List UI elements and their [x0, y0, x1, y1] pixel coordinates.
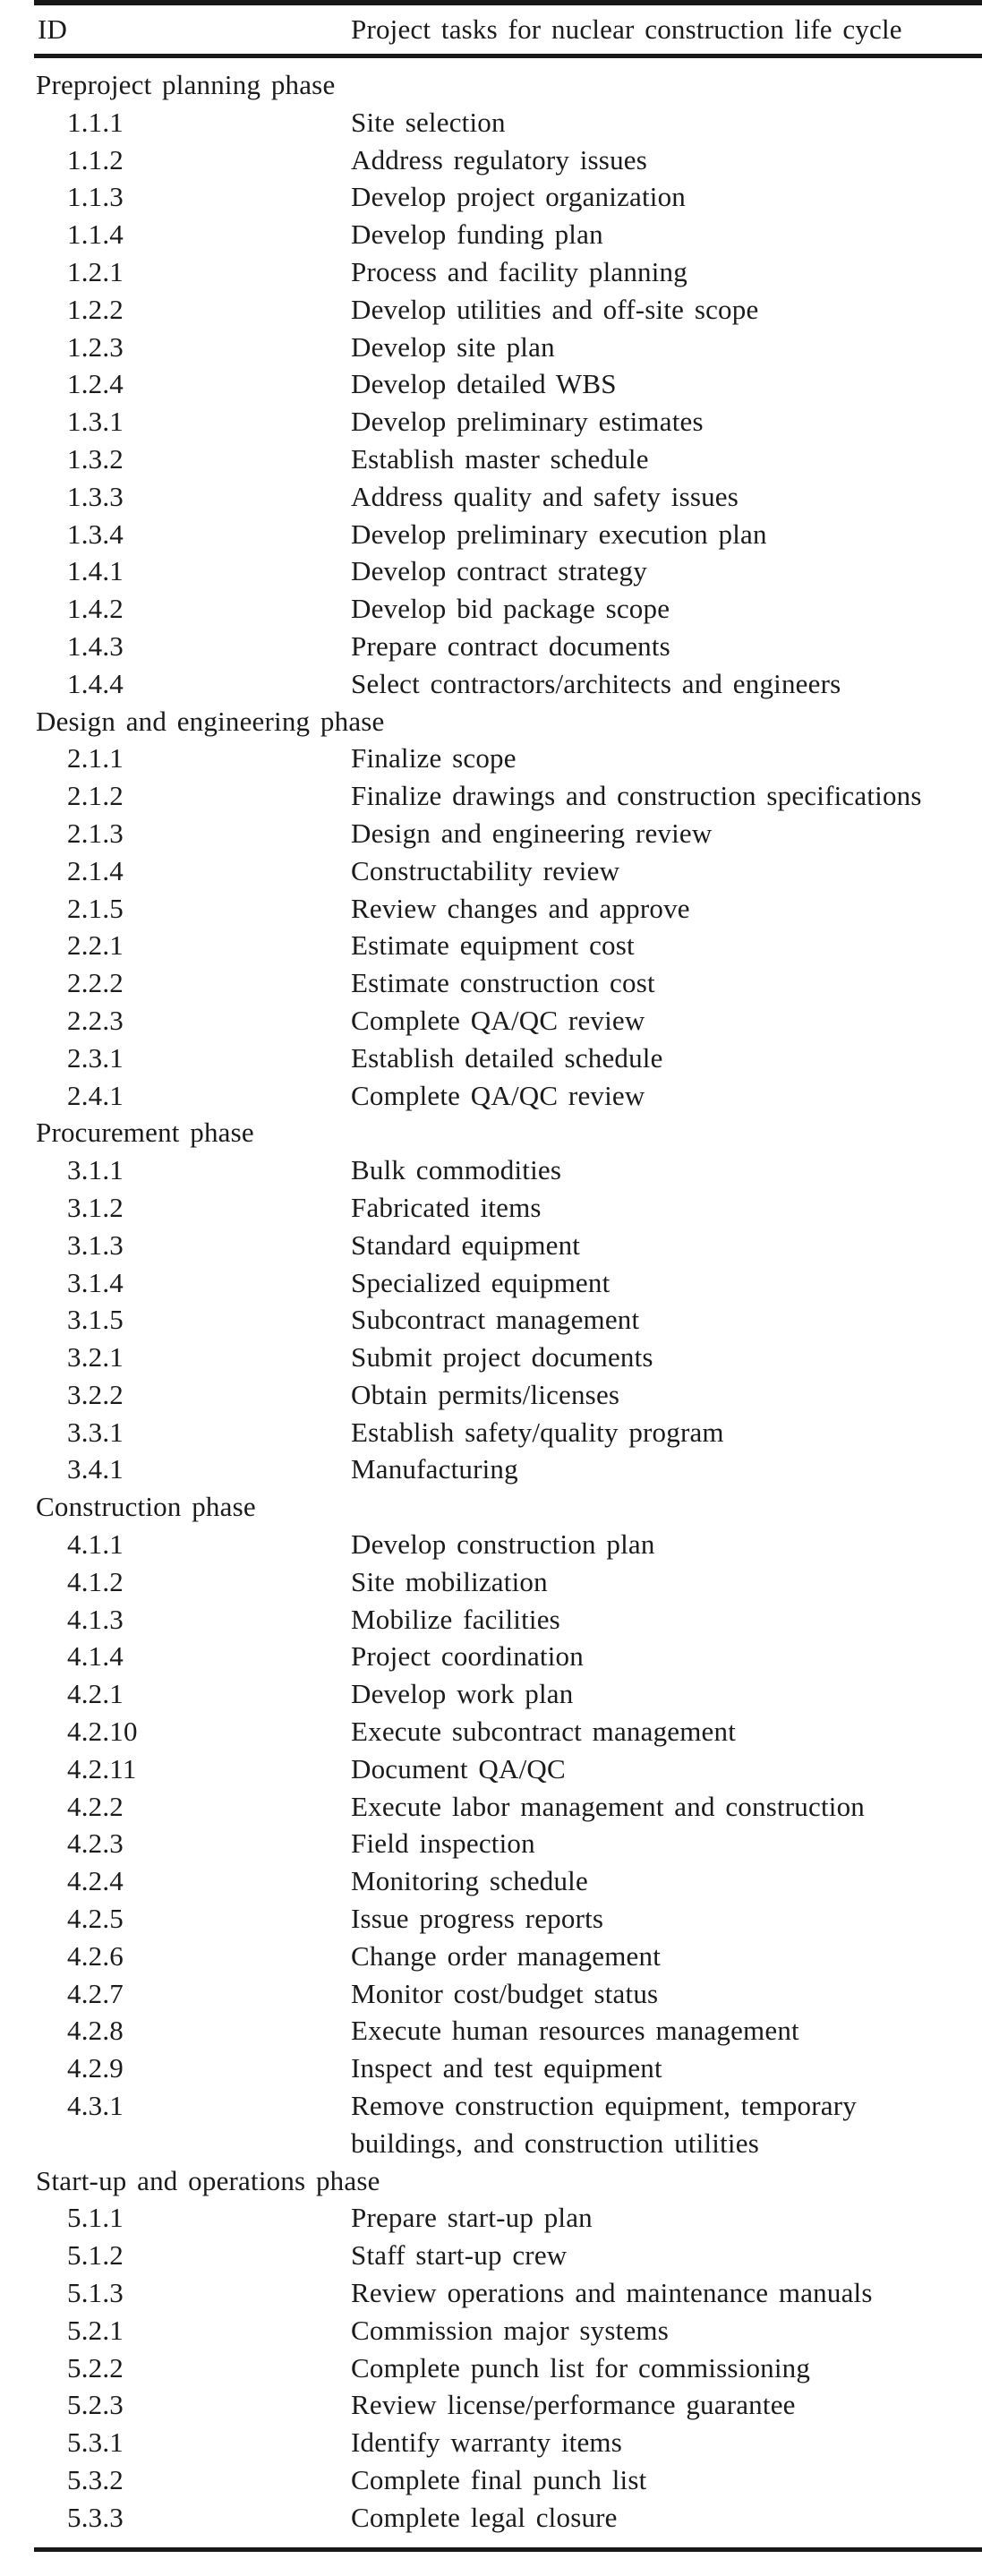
task-id-cell: 3.2.2	[67, 1378, 124, 1410]
task-id-cell: 4.2.1	[67, 1678, 124, 1710]
task-label-line: Develop funding plan	[351, 218, 603, 251]
task-label-line: Execute labor management and construction	[351, 1790, 865, 1822]
task-row	[34, 740, 982, 777]
task-label-line: Develop bid package scope	[351, 593, 670, 625]
task-label-cell	[351, 253, 982, 291]
task-id-cell: 4.2.5	[67, 1903, 124, 1935]
task-label-line: Bulk commodities	[351, 1154, 562, 1186]
task-label-cell	[351, 1526, 982, 1563]
task-label-line: Develop construction plan	[351, 1528, 655, 1561]
task-label-line: Select contractors/architects and engineers	[351, 667, 841, 699]
table-body	[34, 58, 982, 2537]
task-id-cell: 5.2.3	[67, 2389, 124, 2421]
task-label-cell	[351, 2087, 982, 2162]
task-row	[34, 1862, 982, 1900]
task-label-cell	[351, 2274, 982, 2312]
task-id-cell: 1.1.4	[67, 218, 124, 251]
task-label-cell	[351, 178, 982, 216]
task-label-cell	[351, 552, 982, 590]
task-id-cell: 4.2.6	[67, 1939, 124, 1972]
task-row	[34, 2050, 982, 2087]
task-label-cell	[351, 1077, 982, 1115]
task-label-line: Develop project organization	[351, 181, 687, 213]
task-label-line: Establish master schedule	[351, 442, 649, 475]
task-id-cell: 1.4.1	[67, 555, 124, 587]
task-label-cell	[351, 441, 982, 478]
task-row	[34, 964, 982, 1002]
task-label-cell	[351, 665, 982, 703]
task-label-line: Complete legal closure	[351, 2501, 618, 2533]
task-label-line: Remove construction equipment, temporary	[351, 2090, 857, 2122]
task-label-cell	[351, 1376, 982, 1414]
task-label-cell	[351, 964, 982, 1002]
task-row	[34, 1563, 982, 1601]
task-id-cell: 2.1.2	[67, 780, 124, 812]
task-id-cell: 2.4.1	[67, 1079, 124, 1111]
task-row	[34, 2012, 982, 2050]
phase-header-label: Preproject planning phase	[36, 69, 336, 100]
task-label-line: Standard equipment	[351, 1228, 581, 1261]
task-id-cell: 4.2.10	[67, 1716, 138, 1748]
task-row	[34, 403, 982, 441]
task-label-cell	[351, 1040, 982, 1077]
task-row	[34, 2274, 982, 2312]
task-id-cell: 4.2.2	[67, 1790, 124, 1822]
task-row	[34, 1938, 982, 1975]
task-row	[34, 216, 982, 253]
task-label-cell	[351, 516, 982, 553]
task-row	[34, 2424, 982, 2461]
task-id-cell: 4.2.11	[67, 1752, 137, 1784]
task-label-line: Prepare contract documents	[351, 629, 670, 662]
task-label-line: Subcontract management	[351, 1304, 640, 1336]
task-label-line: Develop work plan	[351, 1678, 574, 1710]
task-id-cell: 2.2.3	[67, 1004, 124, 1036]
task-label-line: Commission major systems	[351, 2314, 669, 2346]
task-label-cell	[351, 1638, 982, 1675]
task-label-cell	[351, 1900, 982, 1938]
task-row	[34, 665, 982, 703]
task-label-line: Staff start-up crew	[351, 2239, 568, 2272]
task-id-cell: 5.2.1	[67, 2314, 124, 2346]
task-label-line: Finalize scope	[351, 742, 517, 775]
task-id-cell: 1.2.3	[67, 330, 124, 363]
task-label-cell	[351, 740, 982, 777]
task-label-cell	[351, 365, 982, 403]
task-id-cell: 2.3.1	[67, 1041, 124, 1074]
task-row	[34, 1975, 982, 2013]
task-label-line: Develop preliminary estimates	[351, 406, 704, 438]
task-id-cell: 3.3.1	[67, 1416, 124, 1448]
task-id-cell: 1.1.3	[67, 181, 124, 213]
task-label-cell	[351, 1451, 982, 1488]
task-label-cell	[351, 141, 982, 179]
task-row	[34, 1264, 982, 1302]
task-label-cell	[351, 1563, 982, 1601]
task-id-cell: 3.1.5	[67, 1304, 124, 1336]
task-row	[34, 815, 982, 852]
task-row	[34, 1002, 982, 1040]
task-id-cell: 2.2.2	[67, 967, 124, 999]
task-id-cell: 4.2.3	[67, 1827, 124, 1860]
task-id-cell: 5.3.3	[67, 2501, 124, 2533]
task-row	[34, 1675, 982, 1713]
task-label-line: Execute subcontract management	[351, 1716, 737, 1748]
task-row	[34, 1601, 982, 1639]
table-bottom-rule	[34, 2547, 982, 2552]
task-label-line: Fabricated items	[351, 1191, 542, 1223]
task-label-line: Constructability review	[351, 854, 620, 886]
task-label-line: Address regulatory issues	[351, 143, 647, 175]
task-row	[34, 1189, 982, 1227]
task-row	[34, 1451, 982, 1488]
task-row	[34, 852, 982, 890]
task-id-cell: 1.2.4	[67, 368, 124, 400]
task-id-cell: 4.1.1	[67, 1528, 124, 1561]
task-id-cell: 2.2.1	[67, 929, 124, 962]
phase-header-label: Design and engineering phase	[36, 705, 385, 737]
task-label-cell	[351, 1002, 982, 1040]
task-id-cell: 3.2.1	[67, 1341, 124, 1374]
task-label-line: Establish safety/quality program	[351, 1416, 724, 1448]
task-label-cell	[351, 2012, 982, 2050]
project-tasks-table	[34, 0, 982, 2552]
task-id-cell: 4.1.2	[67, 1565, 124, 1597]
task-label-line: Identify warranty items	[351, 2426, 622, 2459]
phase-header-row	[34, 2162, 982, 2200]
task-label-cell	[351, 2237, 982, 2274]
task-label-line: Submit project documents	[351, 1341, 653, 1374]
task-label-cell	[351, 1189, 982, 1227]
task-label-line: Finalize drawings and construction specifications	[351, 780, 922, 812]
task-row	[34, 927, 982, 964]
task-label-cell	[351, 1675, 982, 1713]
task-row	[34, 1713, 982, 1750]
task-row	[34, 1750, 982, 1788]
task-label-line: Complete QA/QC review	[351, 1079, 645, 1111]
task-label-line: Review operations and maintenance manuals	[351, 2277, 873, 2309]
phase-header-row	[34, 66, 982, 104]
task-label-line: Site selection	[351, 106, 506, 138]
task-label-cell	[351, 291, 982, 329]
task-id-cell: 2.1.5	[67, 892, 124, 924]
task-id-cell: 3.1.3	[67, 1228, 124, 1261]
phase-header-label: Start-up and operations phase	[36, 2164, 380, 2196]
task-label-line: Document QA/QC	[351, 1752, 566, 1784]
task-label-line: Prepare start-up plan	[351, 2202, 593, 2234]
task-label-cell	[351, 590, 982, 628]
task-label-line: Specialized equipment	[351, 1266, 611, 1298]
task-id-cell: 1.2.2	[67, 293, 124, 325]
task-label-cell	[351, 2349, 982, 2387]
task-label-line: Site mobilization	[351, 1565, 548, 1597]
task-label-line: Execute human resources management	[351, 2015, 799, 2047]
task-label-cell	[351, 1151, 982, 1189]
task-row	[34, 253, 982, 291]
task-id-cell: 1.4.2	[67, 593, 124, 625]
task-label-cell	[351, 852, 982, 890]
task-id-cell: 3.1.1	[67, 1154, 124, 1186]
task-label-line: Review license/performance guarantee	[351, 2389, 796, 2421]
task-row	[34, 1825, 982, 1862]
task-row	[34, 1301, 982, 1339]
task-id-cell: 5.1.2	[67, 2239, 124, 2272]
task-id-cell: 5.3.1	[67, 2426, 124, 2459]
task-label-cell	[351, 1750, 982, 1788]
task-label-line: Change order management	[351, 1939, 662, 1972]
task-id-cell: 1.2.1	[67, 255, 124, 287]
task-label-cell	[351, 1339, 982, 1376]
task-id-cell: 1.3.2	[67, 442, 124, 475]
task-label-cell	[351, 2386, 982, 2424]
task-id-cell: 1.1.1	[67, 106, 124, 138]
task-label-line: Design and engineering review	[351, 817, 713, 849]
task-row	[34, 2199, 982, 2237]
task-row	[34, 478, 982, 516]
task-label-cell	[351, 329, 982, 366]
task-label-line: Monitor cost/budget status	[351, 1977, 659, 2009]
task-label-line: Develop preliminary execution plan	[351, 518, 767, 550]
task-label-line: Estimate equipment cost	[351, 929, 635, 962]
task-row	[34, 2349, 982, 2387]
task-id-cell: 5.3.2	[67, 2464, 124, 2495]
task-id-cell: 4.2.4	[67, 1865, 124, 1897]
task-row	[34, 2237, 982, 2274]
task-row	[34, 590, 982, 628]
task-label-line: Project coordination	[351, 1640, 584, 1673]
task-label-cell	[351, 403, 982, 441]
task-row	[34, 1414, 982, 1451]
task-label-line: Field inspection	[351, 1827, 535, 1860]
task-label-cell	[351, 777, 982, 815]
task-label-cell	[351, 2424, 982, 2461]
task-label-cell	[351, 1601, 982, 1639]
task-id-cell: 1.4.3	[67, 629, 124, 662]
task-id-cell: 5.1.1	[67, 2202, 124, 2234]
task-label-cell	[351, 628, 982, 665]
phase-header-label: Construction phase	[36, 1491, 256, 1523]
task-row	[34, 1638, 982, 1675]
task-label-line: Estimate construction cost	[351, 967, 655, 999]
task-id-cell: 5.2.2	[67, 2351, 124, 2383]
task-id-cell: 3.4.1	[67, 1453, 124, 1485]
task-id-cell: 2.1.1	[67, 742, 124, 775]
task-label-cell	[351, 1938, 982, 1975]
task-label-line: Obtain permits/licenses	[351, 1378, 620, 1410]
task-row	[34, 178, 982, 216]
task-label-line: Complete punch list for commissioning	[351, 2351, 811, 2383]
task-row	[34, 329, 982, 366]
task-label-cell	[351, 1713, 982, 1750]
task-id-cell: 1.1.2	[67, 143, 124, 175]
task-id-cell: 1.3.1	[67, 406, 124, 438]
task-label-cell	[351, 815, 982, 852]
task-label-line: Review changes and approve	[351, 892, 690, 924]
task-id-cell: 4.3.1	[67, 2090, 124, 2122]
phase-header-row	[34, 1488, 982, 1526]
task-id-cell: 3.1.2	[67, 1191, 124, 1223]
column-header-tasks: Project tasks for nuclear construction life cycle	[351, 13, 902, 45]
task-label-cell	[351, 2312, 982, 2349]
task-row	[34, 1376, 982, 1414]
task-label-cell	[351, 216, 982, 253]
task-row	[34, 1788, 982, 1826]
task-label-cell	[351, 1414, 982, 1451]
task-row	[34, 628, 982, 665]
task-label-line: Monitoring schedule	[351, 1865, 588, 1897]
task-label-cell	[351, 2050, 982, 2087]
task-row	[34, 1526, 982, 1563]
task-id-cell: 4.1.4	[67, 1640, 124, 1673]
task-label-line: Address quality and safety issues	[351, 480, 739, 512]
task-label-line: Complete QA/QC review	[351, 1004, 645, 1036]
task-label-line: buildings, and construction utilities	[351, 2127, 759, 2159]
task-label-cell	[351, 927, 982, 964]
task-row	[34, 2312, 982, 2349]
phase-header-row	[34, 1114, 982, 1151]
task-row	[34, 2087, 982, 2162]
task-row	[34, 2461, 982, 2499]
task-row	[34, 2386, 982, 2424]
task-row	[34, 777, 982, 815]
task-row	[34, 1339, 982, 1376]
task-label-line: Develop site plan	[351, 330, 555, 363]
task-row	[34, 1077, 982, 1115]
task-label-cell	[351, 1301, 982, 1339]
task-id-cell: 4.2.9	[67, 2052, 124, 2084]
task-label-line: Complete final punch list	[351, 2464, 647, 2495]
task-label-cell	[351, 2499, 982, 2537]
task-label-line: Inspect and test equipment	[351, 2052, 662, 2084]
task-label-cell	[351, 1975, 982, 2013]
task-label-cell	[351, 478, 982, 516]
task-id-cell: 2.1.3	[67, 817, 124, 849]
task-row	[34, 1151, 982, 1189]
task-row	[34, 2499, 982, 2537]
task-row	[34, 1900, 982, 1938]
task-id-cell: 3.1.4	[67, 1266, 124, 1298]
task-label-cell	[351, 1862, 982, 1900]
task-id-cell: 1.3.3	[67, 480, 124, 512]
task-label-cell	[351, 1825, 982, 1862]
column-header-id: ID	[38, 13, 68, 45]
task-label-line: Manufacturing	[351, 1453, 518, 1485]
task-label-cell	[351, 890, 982, 928]
task-label-cell	[351, 2199, 982, 2237]
task-label-line: Develop detailed WBS	[351, 368, 617, 400]
task-label-line: Develop utilities and off-site scope	[351, 293, 759, 325]
phase-header-row	[34, 703, 982, 740]
task-row	[34, 890, 982, 928]
task-row	[34, 441, 982, 478]
task-row	[34, 141, 982, 179]
task-id-cell: 2.1.4	[67, 854, 124, 886]
task-label-line: Process and facility planning	[351, 255, 687, 287]
task-label-cell	[351, 104, 982, 141]
task-id-cell: 1.3.4	[67, 518, 124, 550]
task-id-cell: 1.4.4	[67, 667, 124, 699]
table-header-row	[34, 5, 982, 54]
task-id-cell: 4.2.8	[67, 2015, 124, 2047]
task-label-cell	[351, 1227, 982, 1264]
task-label-cell	[351, 1788, 982, 1826]
task-label-line: Develop contract strategy	[351, 555, 647, 587]
task-label-line: Issue progress reports	[351, 1903, 604, 1935]
task-row	[34, 291, 982, 329]
task-label-cell	[351, 1264, 982, 1302]
task-row	[34, 516, 982, 553]
task-id-cell: 4.1.3	[67, 1603, 124, 1635]
task-row	[34, 365, 982, 403]
task-id-cell: 5.1.3	[67, 2277, 124, 2309]
task-row	[34, 1040, 982, 1077]
task-row	[34, 1227, 982, 1264]
task-label-line: Establish detailed schedule	[351, 1041, 663, 1074]
task-id-cell: 4.2.7	[67, 1977, 124, 2009]
phase-header-label: Procurement phase	[36, 1117, 254, 1149]
task-row	[34, 104, 982, 141]
task-label-cell	[351, 2461, 982, 2499]
task-row	[34, 552, 982, 590]
task-label-line: Mobilize facilities	[351, 1603, 560, 1635]
